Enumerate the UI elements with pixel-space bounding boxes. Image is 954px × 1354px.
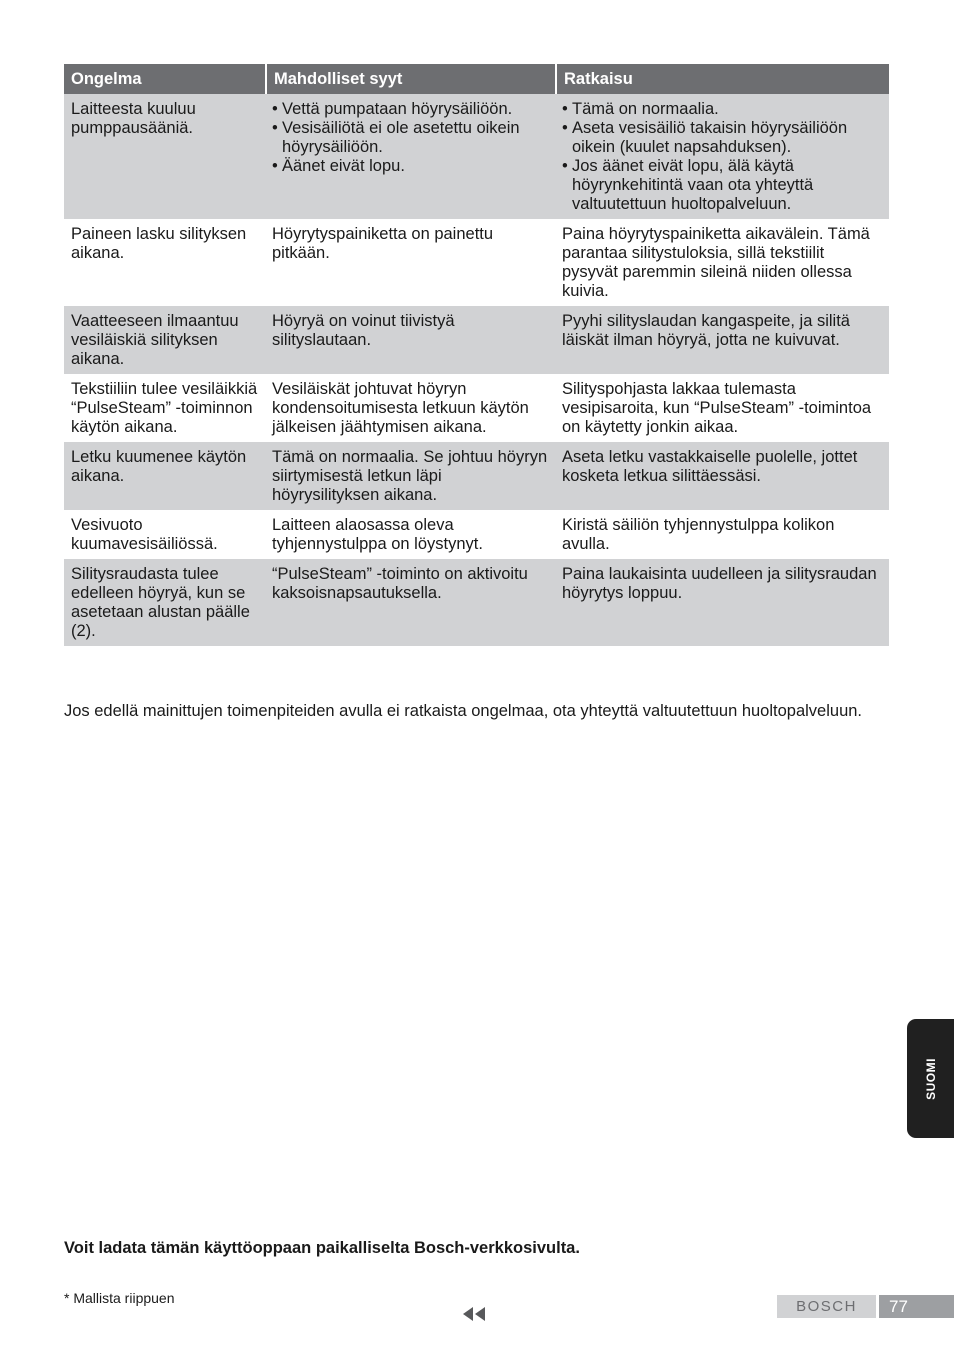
- table-row: [64, 559, 889, 646]
- service-note: Jos edellä mainittujen toimenpiteiden avulla ei ratkaista ongelmaa, ota yhteyttä valtuutettuun huoltopalveluun.: [64, 702, 863, 720]
- table-row: [64, 374, 889, 442]
- cause-item: • Vettä pumpataan höyrysäiliöön.: [272, 100, 548, 119]
- table-row: [64, 510, 889, 559]
- solution-cell: Kiristä säiliön tyhjennystulppa kolikon avulla.: [562, 516, 835, 553]
- problem-cell: Vesivuoto kuumavesisäiliössä.: [71, 516, 218, 553]
- download-notice: Voit ladata tämän käyttöoppaan paikalliselta Bosch-verkkosivulta.: [64, 1239, 580, 1257]
- solution-cell: Pyyhi silityslaudan kangaspeite, ja silitä läiskät ilman höyryä, jotta ne kuivuvat.: [562, 312, 850, 349]
- header-causes: Mahdolliset syyt: [265, 64, 555, 94]
- cause-cell: Höyryä on voinut tiivistyä silityslautaan.: [272, 312, 455, 349]
- problem-cell: Laitteesta kuuluu pumppausääniä.: [71, 100, 196, 137]
- solution-cell: Silityspohjasta lakkaa tulemasta vesipisaroita, kun “PulseSteam” -toimintoa on käytetty jonkin aikaa.: [562, 380, 872, 436]
- left-arrow-icon: [463, 1307, 473, 1321]
- cause-cell: Tämä on normaalia. Se johtuu höyryn siirtymisestä letkun läpi höyrysilityksen aikana.: [272, 448, 548, 504]
- cause-cell: Vesiläiskät johtuvat höyryn kondensoitumisesta letkuun käytön jälkeisen jäähtymisen aikana.: [272, 380, 529, 436]
- table-row: [64, 442, 889, 510]
- solution-item: • Jos äänet eivät lopu, älä käytä höyrynkehitintä vaan ota yhteyttä valtuutettuun huoltopalveluun.: [562, 157, 882, 214]
- problem-cell: Tekstiiliin tulee vesiläikkiä “PulseSteam” -toiminnon käytön aikana.: [71, 380, 258, 436]
- cause-cell: “PulseSteam” -toiminto on aktivoitu kaksoisnapsautuksella.: [272, 565, 528, 602]
- problem-cell: Paineen lasku silityksen aikana.: [71, 225, 247, 262]
- left-arrow-icon: [475, 1307, 485, 1321]
- header-problem: Ongelma: [64, 64, 265, 94]
- table-row: [64, 306, 889, 374]
- brand-label: BOSCH: [777, 1295, 876, 1318]
- footnote: * Mallista riippuen: [64, 1290, 175, 1306]
- table-row: [64, 219, 889, 306]
- header-solution: Ratkaisu: [555, 64, 889, 94]
- page-number: 77: [879, 1295, 954, 1318]
- language-tab-label: SUOMI: [923, 1057, 938, 1100]
- problem-cell: Letku kuumenee käytön aikana.: [71, 448, 247, 485]
- solution-item: • Tämä on normaalia.: [562, 100, 882, 119]
- problem-cell: Vaatteeseen ilmaantuu vesiläiskiä silityksen aikana.: [71, 312, 239, 368]
- cause-cell: Laitteen alaosassa oleva tyhjennystulppa on löystynyt.: [272, 516, 483, 553]
- solution-cell: [555, 94, 889, 219]
- troubleshooting-table: [64, 64, 889, 646]
- solution-cell: Aseta letku vastakkaiselle puolelle, jottet kosketa letkua silittäessäsi.: [562, 448, 858, 485]
- causes-cell: [265, 94, 555, 219]
- language-tab: [907, 1019, 954, 1138]
- table-header: [64, 64, 889, 94]
- problem-cell: Silitysraudasta tulee edelleen höyryä, kun se asetetaan alustan päälle (2).: [71, 565, 250, 640]
- double-left-arrow-icon[interactable]: [463, 1307, 485, 1321]
- table-row: [64, 94, 889, 219]
- solution-cell: Paina höyrytyspainiketta aikavälein. Tämä parantaa silitystuloksia, sillä tekstiilit pysyvät paremmin sileinä niiden ollessa kuivia.: [562, 225, 870, 300]
- solution-item: • Aseta vesisäiliö takaisin höyrysäiliöön oikein (kuulet napsahduksen).: [562, 119, 882, 157]
- cause-item: • Äänet eivät lopu.: [272, 157, 548, 176]
- cause-item: • Vesisäiliötä ei ole asetettu oikein höyrysäiliöön.: [272, 119, 548, 157]
- cause-cell: Höyrytyspainiketta on painettu pitkään.: [272, 225, 494, 262]
- solution-cell: Paina laukaisinta uudelleen ja silitysraudan höyrytys loppuu.: [562, 565, 877, 602]
